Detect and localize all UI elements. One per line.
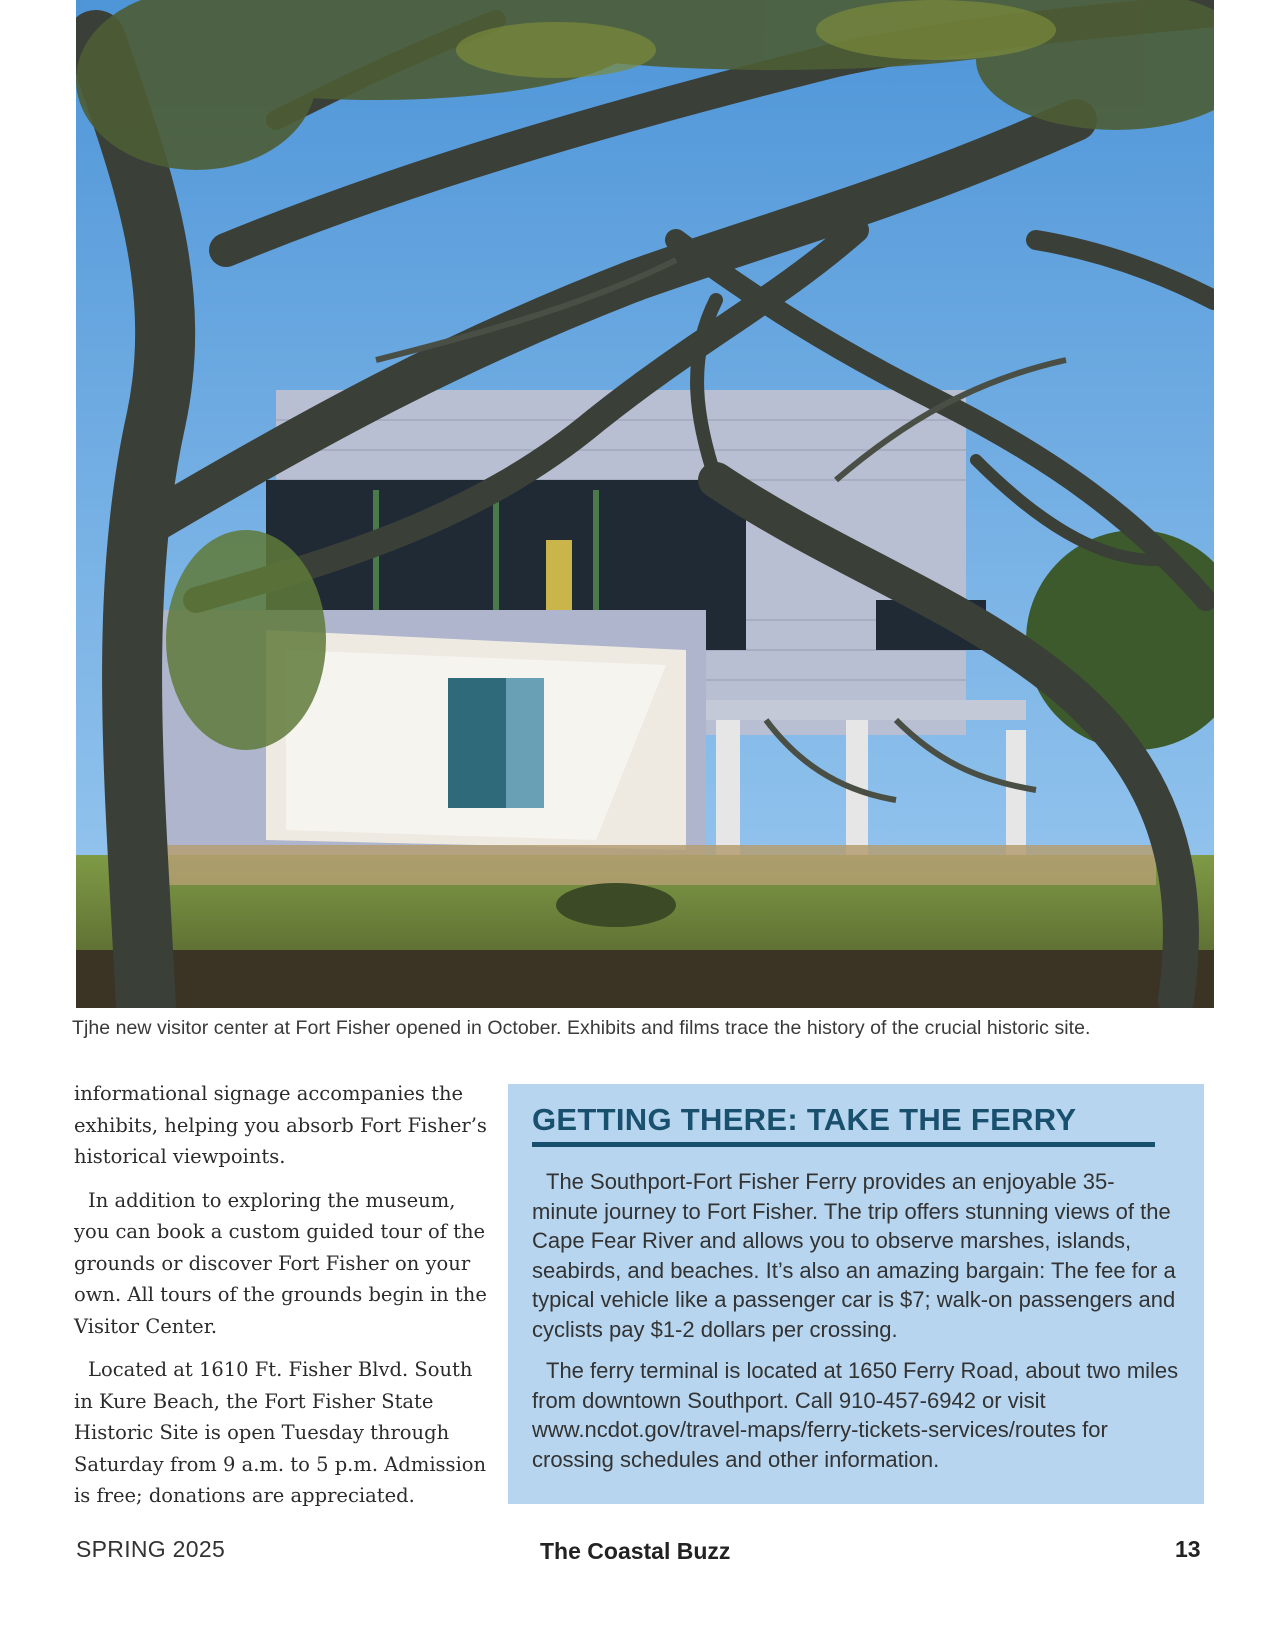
ferry-sidebar (508, 1084, 1204, 1504)
sidebar-title: GETTING THERE: TAKE THE FERRY (532, 1102, 1077, 1137)
article-paragraph: Located at 1610 Ft. Fisher Blvd. South in Kure Beach, the Fort Fisher State Historic Site is open Tuesday through Saturday from 9 a.m. to 5 p.m. Admission is free; donations are appreciated. (74, 1358, 487, 1507)
photo-illustration (76, 0, 1214, 1008)
photo-caption: Tjhe new visitor center at Fort Fisher opened in October. Exhibits and films trace the history of the crucial historic site. (72, 1017, 1091, 1039)
article-paragraph: In addition to exploring the museum, you can book a custom guided tour of the grounds or discover Fort Fisher on your own. All tours of the grounds begin in the Visitor Center. (74, 1188, 487, 1338)
sidebar-paragraph: The Southport-Fort Fisher Ferry provides an enjoyable 35-minute journey to Fort Fisher. The trip offers stunning views of the Cape Fear River and allows you to observe marshes, islands, seabirds, and beaches. It’s also an amazing bargain: The fee for a typical vehicle like a passenger car is $7; walk-on passengers and cyclists pay $1-2 dollars per crossing. (532, 1169, 1176, 1342)
issue-label: SPRING 2025 (76, 1536, 226, 1562)
page-number: 13 (1175, 1536, 1201, 1562)
publication-name: The Coastal Buzz (540, 1538, 731, 1564)
article-paragraph: informational signage accompanies the exhibits, helping you absorb Fort Fisher’s historical viewpoints. (74, 1082, 487, 1168)
article-column (74, 1078, 494, 1524)
sidebar-paragraph: The ferry terminal is located at 1650 Ferry Road, about two miles from downtown Southport. Call 910-457-6942 or visit www.ncdot.gov/travel-maps/ferry-tickets-services/routes for crossing schedules and other information. (532, 1358, 1179, 1472)
visitor-center-photo (76, 0, 1214, 1008)
sidebar-title-rule (532, 1142, 1155, 1147)
